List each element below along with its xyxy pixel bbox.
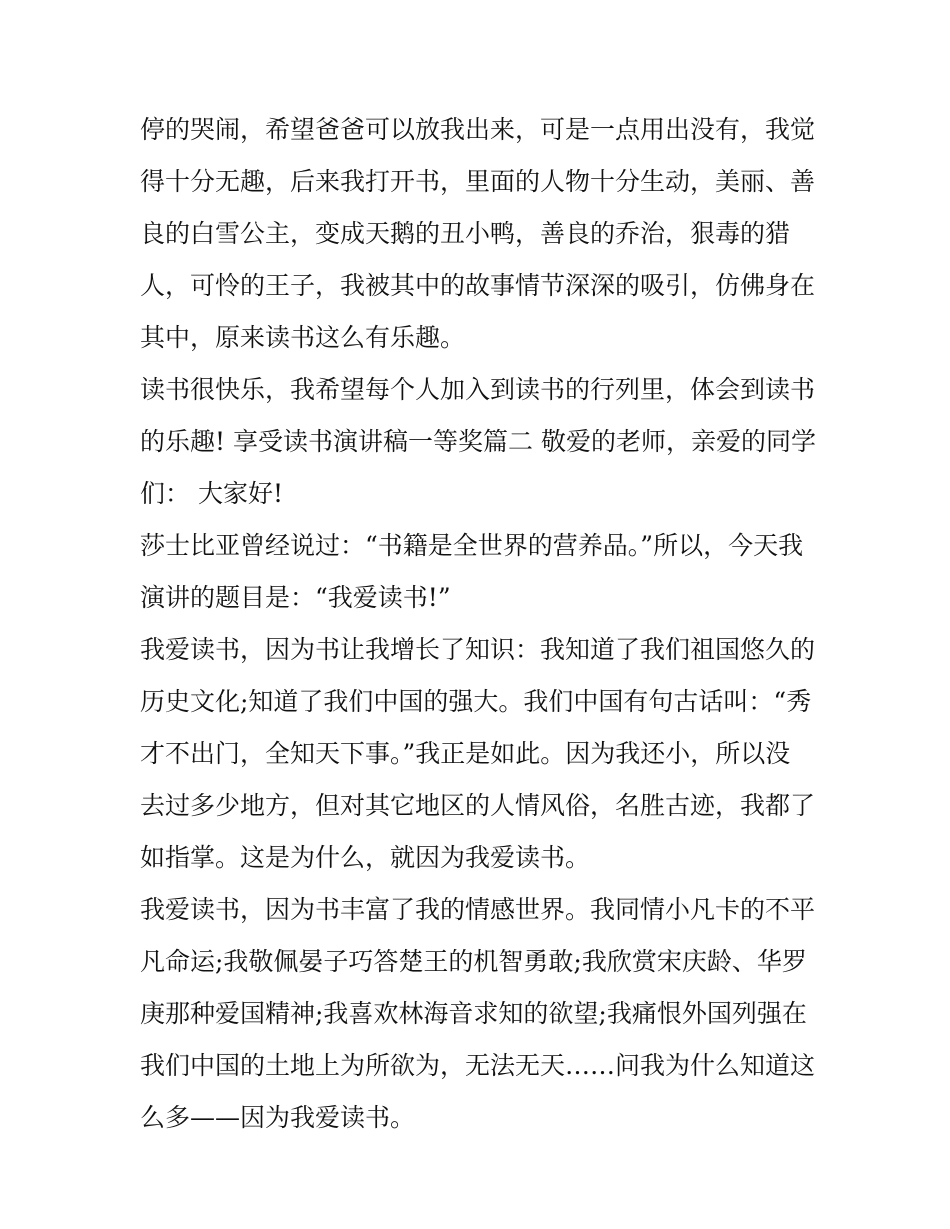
text-line: 停的哭闹，希望爸爸可以放我出来，可是一点用出没有，我觉 bbox=[140, 115, 816, 144]
text-line: 我们中国的土地上为所欲为，无法无天……问我为什么知道这 bbox=[140, 1051, 816, 1080]
text-line: 莎士比亚曾经说过：“书籍是全世界的营养品。”所以，今天我 bbox=[140, 531, 804, 560]
text-line: 庚那种爱国精神;我喜欢林海音求知的欲望;我痛恨外国列强在 bbox=[140, 999, 807, 1028]
text-line: 的乐趣! 享受读书演讲稿一等奖篇二 敬爱的老师，亲爱的同学 bbox=[140, 427, 816, 456]
text-line: 历史文化;知道了我们中国的强大。我们中国有句古话叫：“秀 bbox=[140, 687, 812, 716]
text-line: 去过多少地方，但对其它地区的人情风俗，名胜古迹，我都了 bbox=[140, 791, 816, 820]
text-line: 良的白雪公主，变成天鹅的丑小鸭，善良的乔治，狠毒的猎 bbox=[140, 219, 791, 248]
text-line: 们： 大家好! bbox=[140, 479, 283, 508]
text-line: 我爱读书，因为书让我增长了知识：我知道了我们祖国悠久的 bbox=[140, 635, 816, 664]
text-line: 凡命运;我敬佩晏子巧答楚王的机智勇敢;我欣赏宋庆龄、华罗 bbox=[140, 947, 807, 976]
text-line: 演讲的题目是：“我爱读书!” bbox=[140, 583, 451, 612]
text-line: 其中，原来读书这么有乐趣。 bbox=[140, 323, 466, 352]
text-line: 我爱读书，因为书丰富了我的情感世界。我同情小凡卡的不平 bbox=[140, 895, 816, 924]
text-line: 如指掌。这是为什么，就因为我爱读书。 bbox=[140, 843, 591, 872]
text-line: 人，可怜的王子，我被其中的故事情节深深的吸引，仿佛身在 bbox=[140, 271, 816, 300]
text-line: 读书很快乐，我希望每个人加入到读书的行列里，体会到读书 bbox=[140, 375, 816, 404]
text-line: 么多——因为我爱读书。 bbox=[140, 1103, 416, 1132]
text-line: 才不出门，全知天下事。”我正是如此。因为我还小，所以没 bbox=[140, 739, 791, 768]
text-line: 得十分无趣，后来我打开书，里面的人物十分生动，美丽、善 bbox=[140, 167, 816, 196]
